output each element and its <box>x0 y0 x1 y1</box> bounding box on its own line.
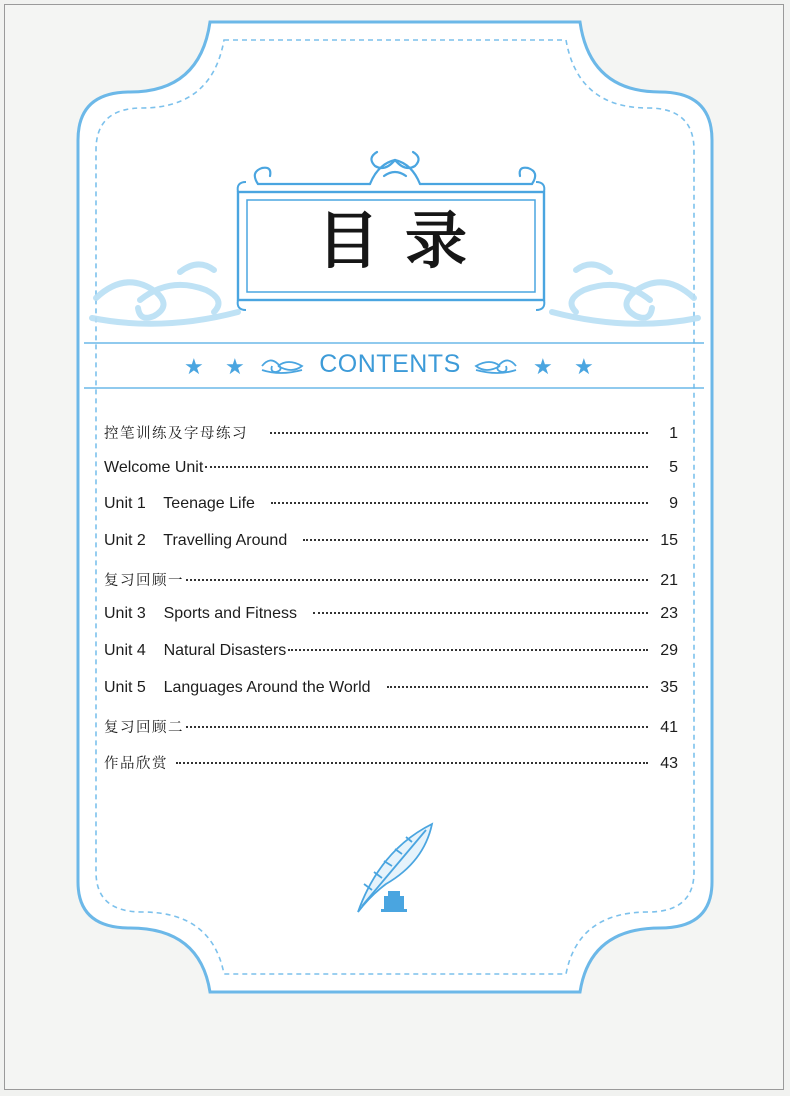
toc-entry[interactable] <box>104 642 678 679</box>
toc-entry-page: 41 <box>660 718 678 736</box>
toc-entry-page: 1 <box>669 425 678 442</box>
toc-entry-page: 23 <box>660 605 678 623</box>
toc-entry-label: Unit 2 Travelling Around <box>104 532 288 550</box>
toc-entry[interactable] <box>104 716 678 753</box>
toc-entry-page: 29 <box>660 642 678 660</box>
toc-entry-page: 5 <box>669 458 678 476</box>
toc-entry-page: 35 <box>660 678 678 696</box>
star-icon: ★ <box>225 354 245 379</box>
toc-entry[interactable] <box>104 679 678 716</box>
toc-entry[interactable] <box>104 495 678 532</box>
toc-entry[interactable] <box>104 459 678 496</box>
toc-entry[interactable] <box>104 422 678 459</box>
toc-entry-label: 控笔训练及字母练习 <box>104 426 248 442</box>
dot-leader <box>313 612 648 614</box>
toc-entry-page: 9 <box>669 495 678 513</box>
star-icon: ★ <box>184 354 204 379</box>
toc-entry[interactable] <box>104 569 678 606</box>
toc-entry-label: Unit 1 Teenage Life <box>104 495 255 513</box>
toc-entry-label: Unit 4 Natural Disasters <box>104 642 287 660</box>
toc-entry-label: Welcome Unit <box>104 458 204 476</box>
star-icon: ★ <box>574 354 594 379</box>
toc-entry[interactable] <box>104 605 678 642</box>
toc-entry-page: 43 <box>660 755 678 773</box>
dot-leader <box>387 686 648 688</box>
table-of-contents <box>104 422 678 789</box>
toc-entry-label: 作品欣赏 <box>104 756 168 773</box>
toc-entry-page: 21 <box>660 571 678 589</box>
page-title: 目录 <box>316 204 493 277</box>
dot-leader <box>303 539 648 541</box>
title-box <box>246 193 538 289</box>
toc-entry[interactable] <box>104 532 678 569</box>
dot-leader <box>186 726 648 728</box>
toc-entry-label: 复习回顾二 <box>104 719 184 736</box>
toc-entry-label: 复习回顾一 <box>104 572 184 589</box>
dot-leader <box>176 762 648 764</box>
dot-leader <box>186 579 648 581</box>
toc-entry-label: Unit 3 Sports and Fitness <box>104 605 297 623</box>
star-icon: ★ <box>533 354 553 379</box>
dot-leader <box>270 432 648 434</box>
dot-leader <box>288 649 648 651</box>
toc-entry-label: Unit 5 Languages Around the World <box>104 678 371 696</box>
toc-entry-page: 15 <box>660 532 678 550</box>
toc-entry[interactable] <box>104 752 678 789</box>
dot-leader <box>271 502 648 504</box>
contents-heading: CONTENTS <box>319 350 461 378</box>
dot-leader <box>205 466 648 468</box>
